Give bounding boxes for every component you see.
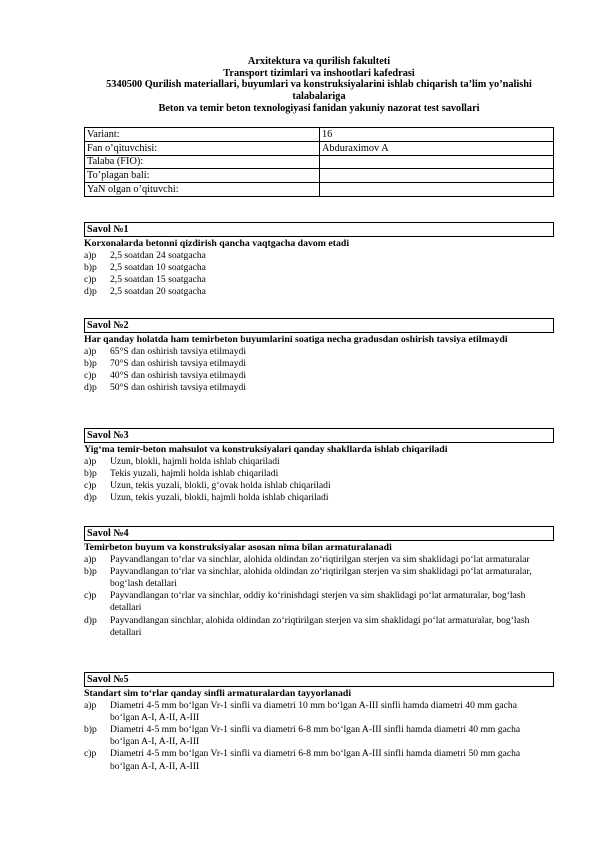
answer-option[interactable]: [84, 456, 554, 468]
option-key: b)p: [84, 467, 97, 479]
question-text: Korxonalarda betonni qizdirish qancha vaqtgacha davom etadi: [84, 238, 350, 249]
info-value[interactable]: [320, 169, 554, 183]
option-text: 2,5 soatdan 20 soatgacha: [110, 286, 206, 298]
info-value[interactable]: 16: [320, 128, 554, 142]
option-key: b)p: [84, 724, 97, 735]
option-key: c)p: [84, 748, 97, 760]
answer-option[interactable]: [84, 346, 554, 358]
option-text: 40°S dan oshirish tavsiya etilmaydi: [110, 370, 247, 381]
student-info-table: [84, 127, 554, 197]
option-text: Uzun, tekis yuzali, blokli, g‘ovak holda ishlab chiqariladi: [110, 480, 331, 491]
question-title: Savol №5: [84, 672, 554, 687]
answer-option[interactable]: [84, 262, 554, 274]
option-text: 2,5 soatdan 15 soatgacha: [110, 274, 206, 285]
test-title: Beton va temir beton texnologiyasi fanidan yakuniy nazorat test savollari: [158, 102, 480, 114]
department-title: Transport tizimlari va inshootlari kafedrasi: [223, 67, 415, 79]
option-key: c)p: [84, 274, 97, 285]
option-key: a)p: [84, 553, 97, 565]
option-text: 2,5 soatdan 24 soatgacha: [110, 249, 206, 261]
option-key: b)p: [84, 357, 97, 369]
answer-option[interactable]: [84, 358, 554, 370]
question-block: [84, 318, 554, 394]
option-key: d)p: [84, 614, 97, 626]
info-label: YaN olgan o’qituvchi:: [85, 183, 320, 197]
question-title: Savol №3: [84, 428, 554, 443]
info-row: [85, 183, 554, 197]
option-key: b)p: [84, 261, 97, 273]
info-label: To’plagan bali:: [85, 169, 320, 183]
answer-option[interactable]: [84, 590, 554, 614]
info-row: [85, 128, 554, 142]
answer-option[interactable]: [84, 615, 554, 639]
info-value[interactable]: Abduraximov A: [320, 141, 554, 155]
question-text: Standart sim to‘rlar qanday sinfli armaturalardan tayyorlanadi: [84, 688, 352, 699]
question-title: Savol №2: [84, 318, 554, 333]
answer-option[interactable]: [84, 370, 554, 382]
question-title: Savol №4: [84, 526, 554, 541]
option-text: Payvandlangan to‘rlar va sinchlar, alohida oldindan zo‘riqtirilgan sterjen va sim shaklidagi po‘lat armaturalar: [110, 553, 530, 565]
info-value[interactable]: [320, 183, 554, 197]
option-text: Uzun, tekis yuzali, blokli, hajmli holda ishlab chiqariladi: [110, 492, 329, 504]
question-text: Temirbeton buyum va konstruksiyalar asosan nima bilan armaturalanadi: [84, 542, 392, 553]
answer-option[interactable]: [84, 492, 554, 504]
option-text: Diametri 4-5 mm bo‘lgan Vr-1 sinfli va diametri 10 mm bo‘lgan A-III sinfli hamda diametri 40 mm gacha bo‘lgan A-I, A-II, A-III: [110, 699, 517, 723]
option-key: a)p: [84, 345, 97, 357]
answer-option[interactable]: [84, 382, 554, 394]
option-key: b)p: [84, 565, 97, 577]
answer-option[interactable]: [84, 286, 554, 298]
info-row: [85, 141, 554, 155]
answer-option[interactable]: [84, 566, 554, 590]
faculty-title: Arxitektura va qurilish fakulteti: [247, 56, 391, 67]
info-row: [85, 155, 554, 169]
option-text: Tekis yuzali, hajmli holda ishlab chiqariladi: [110, 467, 279, 479]
question-text: Yig‘ma temir-beton mahsulot va konstruksiyalari qanday shakllarda ishlab chiqariladi: [84, 444, 448, 455]
answer-option[interactable]: [84, 480, 554, 492]
option-text: Uzun, blokli, hajmli holda ishlab chiqariladi: [110, 455, 280, 467]
answer-option[interactable]: [84, 748, 554, 772]
document-header: [84, 56, 554, 115]
option-text: Diametri 4-5 mm bo‘lgan Vr-1 sinfli va diametri 6-8 mm bo‘lgan A-III sinfli hamda diametri 40 mm gacha bo‘lgan A-I, A-II, A-III: [110, 724, 521, 748]
info-label: Fan o’qituvchisi:: [85, 141, 320, 155]
question-block: [84, 428, 554, 504]
option-key: a)p: [84, 455, 97, 467]
info-label: Variant:: [85, 128, 320, 142]
answer-option[interactable]: [84, 554, 554, 566]
option-key: a)p: [84, 249, 97, 261]
question-text: Har qanday holatda ham temirbeton buyumlarini soatiga necha gradusdan oshirish tavsiya etilmaydi: [84, 334, 508, 345]
option-text: Payvandlangan to‘rlar va sinchlar, alohida oldindan zo‘riqtirilgan sterjen va sim shaklidagi po‘lat armaturalar, bog‘lash detallari: [110, 565, 532, 589]
option-key: c)p: [84, 480, 97, 491]
question-block: [84, 672, 554, 773]
option-key: d)p: [84, 286, 97, 298]
option-text: Payvandlangan to‘rlar va sinchlar, oddiy ko‘rinishdagi sterjen va sim shaklidagi po‘lat armaturalar, bog‘lash detallari: [110, 590, 526, 614]
question-title: Savol №1: [84, 222, 554, 237]
option-key: c)p: [84, 370, 97, 381]
option-key: d)p: [84, 492, 97, 504]
option-key: d)p: [84, 382, 97, 394]
question-block: [84, 526, 554, 639]
question-block: [84, 222, 554, 298]
answer-option[interactable]: [84, 700, 554, 724]
program-title: 5340500 Qurilish materiallari, buyumlari va konstruksiyalarini ishlab chiqarish ta’lim yo’nalishi talabalariga: [106, 79, 532, 103]
option-text: 50°S dan oshirish tavsiya etilmaydi: [110, 382, 247, 394]
option-text: 2,5 soatdan 10 soatgacha: [110, 261, 206, 273]
answer-option[interactable]: [84, 724, 554, 748]
option-text: 70°S dan oshirish tavsiya etilmaydi: [110, 357, 247, 369]
info-label: Talaba (FIO):: [85, 155, 320, 169]
option-key: c)p: [84, 590, 97, 602]
info-row: [85, 169, 554, 183]
info-value[interactable]: [320, 155, 554, 169]
option-text: Payvandlangan sinchlar, alohida oldindan zo‘riqtirilgan sterjen va sim shaklidagi po‘lat armaturalar, bog‘lash detallari: [110, 614, 530, 638]
option-key: a)p: [84, 699, 97, 711]
option-text: Diametri 4-5 mm bo‘lgan Vr-1 sinfli va diametri 6-8 mm bo‘lgan A-III sinfli hamda diametri 50 mm gacha bo‘lgan A-I, A-II, A-III: [110, 748, 521, 772]
answer-option[interactable]: [84, 274, 554, 286]
answer-option[interactable]: [84, 468, 554, 480]
answer-option[interactable]: [84, 250, 554, 262]
option-text: 65°S dan oshirish tavsiya etilmaydi: [110, 345, 247, 357]
